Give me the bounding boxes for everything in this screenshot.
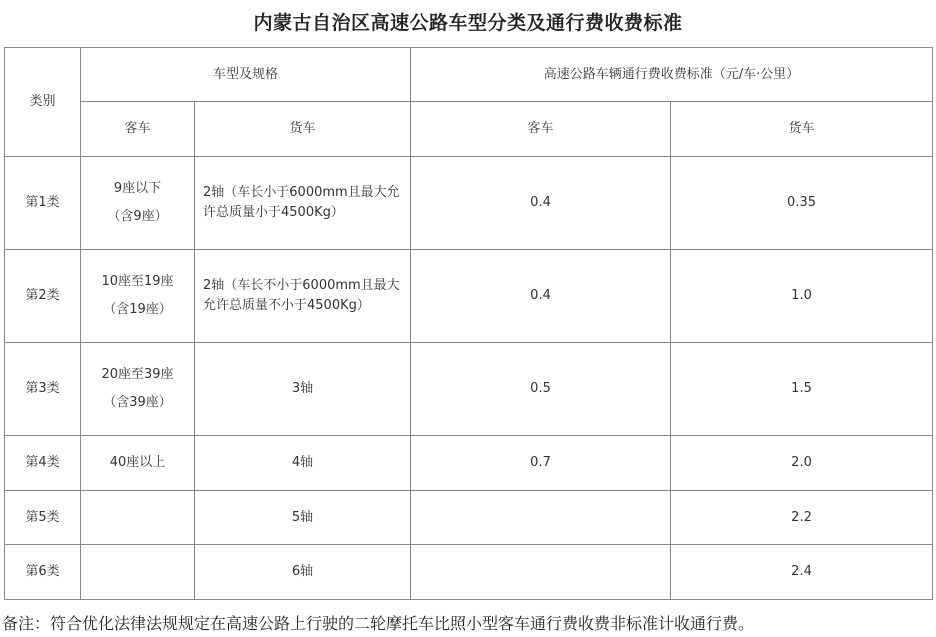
header-passenger: 客车 — [81, 102, 195, 157]
passenger-cell — [81, 157, 195, 250]
category-cell: 第3类 — [5, 343, 81, 436]
fee-truck-cell: 2.4 — [671, 545, 933, 600]
passenger-cell: 40座以上 — [81, 436, 195, 491]
header-row-top — [5, 48, 933, 102]
header-vehicle-spec: 车型及规格 — [81, 48, 411, 102]
fee-table — [4, 47, 933, 600]
passenger-seats-note: （含19座） — [103, 302, 172, 317]
category-cell: 第4类 — [5, 436, 81, 491]
truck-cell: 2轴（车长小于6000mm且最大允许总质量小于4500Kg） — [195, 157, 411, 250]
table-row — [5, 157, 933, 250]
header-row-sub — [5, 102, 933, 157]
truck-cell: 5轴 — [195, 491, 411, 545]
fee-truck-cell: 1.5 — [671, 343, 933, 436]
header-fee-passenger: 客车 — [411, 102, 671, 157]
passenger-seats: 10座至19座 — [101, 274, 174, 289]
page-title: 内蒙古自治区高速公路车型分类及通行费收费标准 — [253, 12, 683, 34]
passenger-cell — [81, 343, 195, 436]
fee-truck-cell: 2.0 — [671, 436, 933, 491]
category-cell: 第1类 — [5, 157, 81, 250]
header-fee-truck: 货车 — [671, 102, 933, 157]
header-fee-standard: 高速公路车辆通行费收费标准（元/车·公里） — [411, 48, 933, 102]
footnote: 备注：符合优化法律法规规定在高速公路上行驶的二轮摩托车比照小型客车通行费收费非标准计收通行费。 — [2, 614, 755, 633]
passenger-cell — [81, 491, 195, 545]
header-category: 类别 — [5, 48, 81, 157]
passenger-seats-note: （含9座） — [107, 209, 168, 224]
passenger-seats: 9座以下 — [113, 181, 162, 196]
truck-cell: 4轴 — [195, 436, 411, 491]
fee-passenger-cell: 0.5 — [411, 343, 671, 436]
truck-cell: 6轴 — [195, 545, 411, 600]
table-row — [5, 343, 933, 436]
header-truck: 货车 — [195, 102, 411, 157]
fee-passenger-cell: 0.4 — [411, 157, 671, 250]
table-row — [5, 436, 933, 491]
category-cell: 第5类 — [5, 491, 81, 545]
passenger-seats: 20座至39座 — [101, 367, 174, 382]
category-cell: 第2类 — [5, 250, 81, 343]
category-cell: 第6类 — [5, 545, 81, 600]
table-row — [5, 491, 933, 545]
fee-truck-cell: 1.0 — [671, 250, 933, 343]
table-row — [5, 545, 933, 600]
truck-cell: 3轴 — [195, 343, 411, 436]
passenger-cell — [81, 250, 195, 343]
table-row — [5, 250, 933, 343]
fee-truck-cell: 2.2 — [671, 491, 933, 545]
fee-passenger-cell: 0.7 — [411, 436, 671, 491]
passenger-cell — [81, 545, 195, 600]
truck-cell: 2轴（车长不小于6000mm且最大允许总质量不小于4500Kg） — [195, 250, 411, 343]
fee-truck-cell: 0.35 — [671, 157, 933, 250]
fee-passenger-cell — [411, 545, 671, 600]
passenger-seats-note: （含39座） — [103, 395, 172, 410]
fee-passenger-cell: 0.4 — [411, 250, 671, 343]
fee-passenger-cell — [411, 491, 671, 545]
